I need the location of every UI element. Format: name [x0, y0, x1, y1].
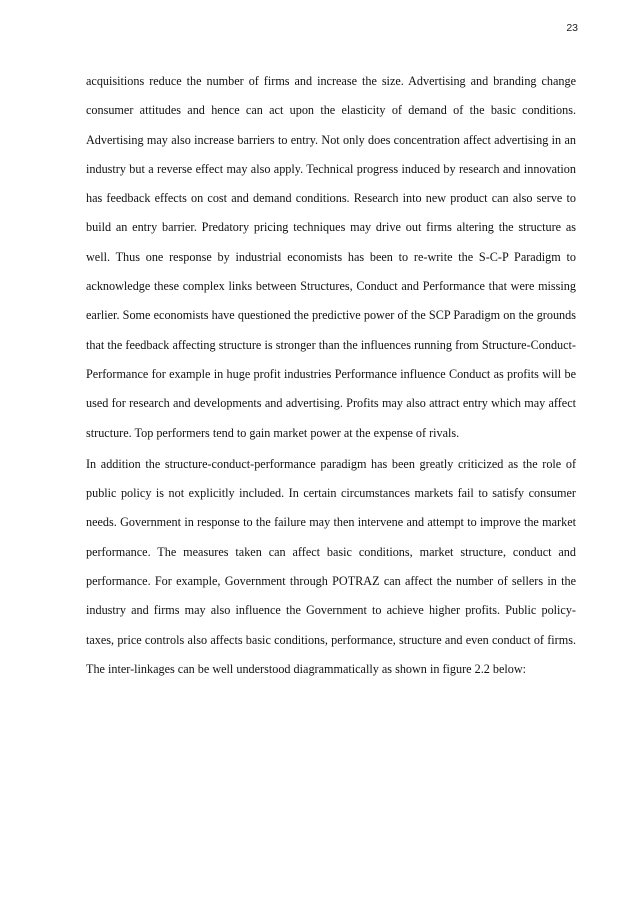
paragraph-1: acquisitions reduce the number of firms and increase the size. Advertising and branding change consumer attitudes and hence can act upon the elasticity of demand of the basic conditions. Advertising may also increase barriers to entry. Not only does concentration affect advertising in an industry but a reverse effect may also apply. Technical progress induced by research and innovation has feedback effects on cost and demand conditions. Research into new product can also serve to build an entry barrier. Predatory pricing techniques may drive out firms altering the structure as well. Thus one response by industrial economists has been to re-write the S-C-P Paradigm to acknowledge these complex links between Structures, Conduct and Performance that were missing earlier. Some economists have questioned the predictive power of the SCP Paradigm on the grounds that the feedback affecting structure is stronger than the influences running from Structure-Conduct-Performance for example in huge profit industries Performance influence Conduct as profits will be used for research and developments and advertising. Profits may also attract entry which may affect structure. Top performers tend to gain market power at the expense of rivals.	[86, 74, 576, 440]
body-text	[86, 67, 576, 684]
paragraph-2: In addition the structure-conduct-performance paradigm has been greatly criticized as the role of public policy is not explicitly included. In certain circumstances markets fail to satisfy consumer needs. Government in response to the failure may then intervene and attempt to improve the market performance. The measures taken can affect basic conditions, market structure, conduct and performance. For example, Government through POTRAZ can affect the number of sellers in the industry and firms may also influence the Government to achieve higher profits. Public policy-taxes, price controls also affects basic conditions, performance, structure and even conduct of firms. The inter-linkages can be well understood diagrammatically as shown in figure 2.2 below:	[86, 456, 576, 676]
page-number: 23	[566, 22, 578, 34]
